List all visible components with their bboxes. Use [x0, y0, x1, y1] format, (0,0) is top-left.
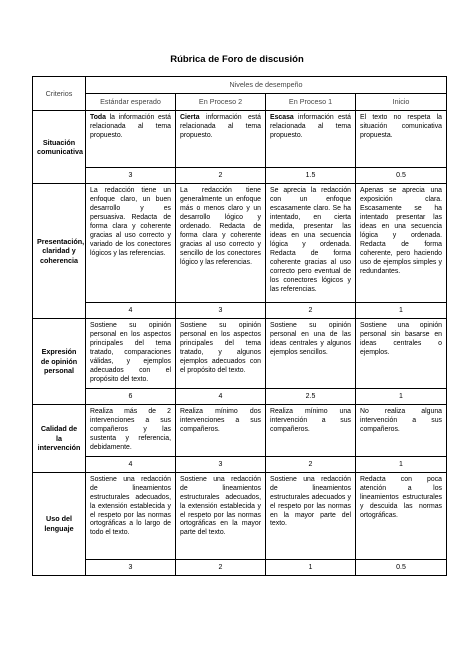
score-row [33, 559, 447, 575]
criterion-row [33, 472, 447, 559]
score-cell: 0.5 [356, 168, 447, 184]
level-description: No realiza alguna intervención a sus compañeros. [356, 404, 447, 456]
score-cell: 1.5 [266, 168, 356, 184]
score-cell: 6 [86, 388, 176, 404]
level-description: La redacción tiene generalmente un enfoque más o menos claro y un desarrollo lógico y ordenado. Redacta de forma clara y coherente gracias al uso correcto y sencillo de los conectores lógico y las referencias. [176, 184, 266, 303]
score-cell: 0.5 [356, 559, 447, 575]
score-row [33, 388, 447, 404]
score-cell: 2 [176, 559, 266, 575]
score-cell: 2 [266, 303, 356, 319]
level-description: La redacción tiene un enfoque claro, un buen desarrollo y es persuasiva. Redacta de forma clara y coherente gracias al uso correcto y variado de los conectores lógicos y las referencias. [86, 184, 176, 303]
header-row-levels [33, 77, 447, 94]
score-row [33, 303, 447, 319]
description-text: El texto no respeta la situación comunicativa propuesta. [360, 114, 442, 139]
level-description: Sostiene una redacción de lineamientos estructurales adecuados y el respeto por las normas en la mayor parte del texto. [266, 472, 356, 559]
criterion-label: Situación comunicativa [33, 111, 86, 184]
levels-header: Niveles de desempeño [86, 77, 447, 94]
score-cell: 4 [86, 303, 176, 319]
level-description [176, 111, 266, 168]
score-row [33, 456, 447, 472]
criteria-header: Criterios [33, 77, 86, 111]
description-lead: Escasa [270, 114, 294, 121]
level-header-standard: Estándar esperado [86, 94, 176, 111]
criterion-label: Presentación, claridad y coherencia [33, 184, 86, 319]
level-description: Apenas se aprecia una exposición clara. Escasamente se ha intentado presentar las ideas en una secuencia lógica y ordenada. Redacta de forma coherente, pero haciendo uso de ejemplos simples y redundantes. [356, 184, 447, 303]
level-description: Redacta con poca atención a los lineamientos estructurales y descuida las normas ortográficas. [356, 472, 447, 559]
score-cell: 2 [266, 456, 356, 472]
description-text: información está relacionada al tema propuesto. [270, 114, 351, 139]
score-cell: 4 [86, 456, 176, 472]
level-description: Sostiene una redacción de lineamientos estructurales adecuados, la extensión establecida y el respeto por las normas ortográficas a lo largo de todo el texto. [86, 472, 176, 559]
description-lead: Toda [90, 114, 106, 121]
level-description: Realiza mínimo una intervención a sus compañeros. [266, 404, 356, 456]
score-cell: 2 [176, 168, 266, 184]
level-description: Sostiene una redacción de lineamientos estructurales adecuados, la extensión establecida y el respeto por las normas ortográficas en la mayor parte del texto. [176, 472, 266, 559]
level-description: Se aprecia la redacción con un enfoque escasamente claro. Se ha intentado, en cierta medida, presentar las ideas en una secuencia lógica y ordenada. Redacta de forma coherente gracias al uso correcto pero eventual de los conectores lógicos y las referencias. [266, 184, 356, 303]
score-cell: 1 [356, 303, 447, 319]
level-header-in-process-1: En Proceso 1 [266, 94, 356, 111]
level-header-in-process-2: En Proceso 2 [176, 94, 266, 111]
level-description: Realiza más de 2 intervenciones a sus compañeros y las sustenta y referencia, debidamente. [86, 404, 176, 456]
level-description: Sostiene su opinión personal en una de las ideas centrales y algunos ejemplos sencillos. [266, 319, 356, 389]
document-title: Rúbrica de Foro de discusión [170, 54, 304, 65]
criterion-label: Calidad de la intervención [33, 404, 86, 472]
score-cell: 1 [266, 559, 356, 575]
description-text: información está relacionada al tema propuesto. [180, 114, 261, 139]
score-cell: 3 [86, 559, 176, 575]
level-header-start: Inicio [356, 94, 447, 111]
criterion-row [33, 184, 447, 303]
score-cell: 3 [176, 456, 266, 472]
level-description: Sostiene su opinión personal en los aspectos principales del tema tratado, comparaciones válidas, y ejemplos adecuados con el propósito del texto. [86, 319, 176, 389]
criterion-row [33, 319, 447, 389]
level-description: Realiza mínimo dos intervenciones a sus compañeros. [176, 404, 266, 456]
level-description [356, 111, 447, 168]
score-cell: 1 [356, 456, 447, 472]
level-description: Sostiene una opinión personal sin basarse en ideas centrales o ejemplos. [356, 319, 447, 389]
score-cell: 3 [176, 303, 266, 319]
criterion-label: Expresión de opinión personal [33, 319, 86, 405]
criterion-label: Uso del lenguaje [33, 472, 86, 575]
score-cell: 2.5 [266, 388, 356, 404]
criterion-row [33, 111, 447, 168]
level-description: Sostiene su opinión personal en los aspectos principales del tema tratado, y algunos ejemplos adecuados con el propósito del texto. [176, 319, 266, 389]
rubric-table [32, 76, 447, 576]
criterion-row [33, 404, 447, 456]
header-row-level-names [33, 94, 447, 111]
score-cell: 1 [356, 388, 447, 404]
level-description [86, 111, 176, 168]
score-cell: 4 [176, 388, 266, 404]
description-text: la información está relacionada al tema propuesto. [90, 114, 171, 139]
level-description [266, 111, 356, 168]
score-row [33, 168, 447, 184]
description-lead: Cierta [180, 114, 200, 121]
score-cell: 3 [86, 168, 176, 184]
